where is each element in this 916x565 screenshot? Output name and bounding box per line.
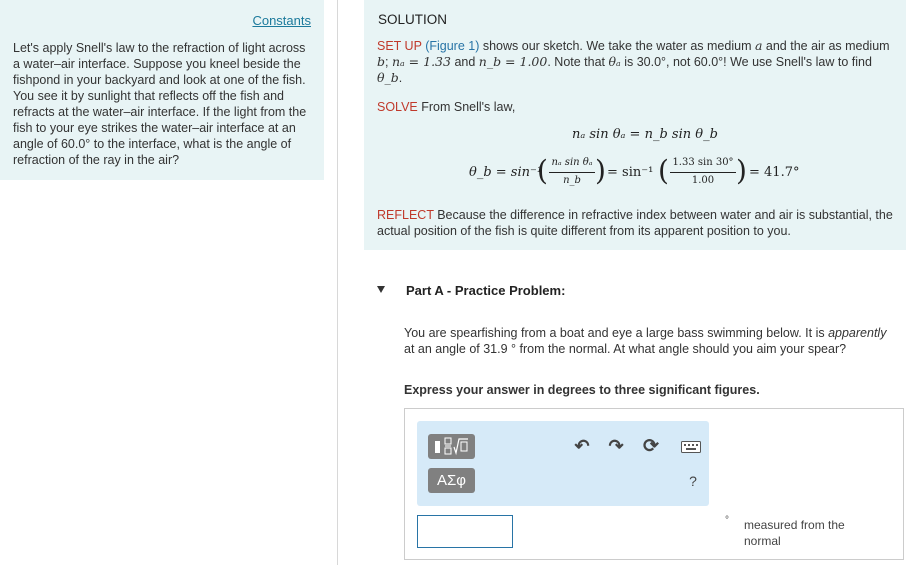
keyboard-shape bbox=[681, 441, 701, 453]
practice-text-italic: apparently bbox=[828, 326, 887, 340]
degree-unit-symbol: ° bbox=[725, 515, 729, 526]
templates-button[interactable] bbox=[428, 434, 475, 459]
constants-link[interactable]: Constants bbox=[252, 13, 311, 28]
problem-panel bbox=[0, 0, 324, 180]
reflect-paragraph bbox=[377, 207, 902, 239]
setup-text: . bbox=[398, 71, 403, 85]
panel-divider bbox=[337, 0, 338, 565]
practice-text: at an angle of 31.9 ° from the normal. At what angle should you aim your spear? bbox=[404, 342, 847, 356]
redo-icon[interactable]: ↷ bbox=[608, 436, 624, 456]
eq2-num1: nₐ sin θₐ bbox=[551, 157, 593, 168]
answer-instruction: Express your answer in degrees to three significant figures. bbox=[404, 383, 760, 397]
theta-b: θ_b bbox=[377, 70, 399, 85]
eq2-den2: 1.00 bbox=[691, 175, 715, 186]
reflect-label: REFLECT bbox=[377, 208, 434, 222]
theta-a: θₐ bbox=[608, 54, 621, 69]
solution-title: SOLUTION bbox=[378, 12, 448, 27]
setup-paragraph bbox=[377, 38, 897, 86]
setup-text: is 30.0°, not 60.0°! We use Snell's law to find bbox=[620, 55, 872, 69]
setup-text: shows our sketch. We take the water as medium bbox=[479, 39, 755, 53]
math-toolbar bbox=[417, 421, 709, 506]
answer-input[interactable] bbox=[417, 515, 513, 548]
eq2-mid: = sin⁻¹ bbox=[607, 165, 654, 180]
paren-right: ) bbox=[736, 154, 747, 187]
solve-label: SOLVE bbox=[377, 100, 418, 114]
part-a-title[interactable]: Part A - Practice Problem: bbox=[406, 283, 566, 298]
snells-law-equation: nₐ sin θₐ = n_b sin θ_b bbox=[572, 127, 718, 142]
setup-text: and the air as medium bbox=[762, 39, 890, 53]
setup-text: ; bbox=[385, 55, 392, 69]
practice-problem-text bbox=[404, 325, 899, 357]
eq2-lhs: θ_b = sin⁻¹ bbox=[469, 165, 543, 180]
reset-icon[interactable]: ⟳ bbox=[643, 436, 659, 457]
undo-icon[interactable]: ↶ bbox=[574, 436, 590, 456]
setup-text: . Note that bbox=[547, 55, 609, 69]
medium-b: b bbox=[377, 54, 386, 69]
setup-label: SET UP bbox=[377, 39, 422, 53]
fraction-bar bbox=[670, 172, 736, 173]
figure-link[interactable]: (Figure 1) bbox=[425, 39, 480, 53]
medium-a: a bbox=[754, 38, 763, 53]
paren-left: ( bbox=[537, 154, 548, 187]
na-value: nₐ = 1.33 bbox=[391, 54, 451, 69]
fraction-bar bbox=[549, 172, 595, 173]
help-icon[interactable]: ? bbox=[689, 473, 697, 489]
reflect-text: Because the difference in refractive index between water and air is substantial, the actual position of the fish is quite different from its apparent position to you. bbox=[377, 208, 893, 238]
problem-statement: Let's apply Snell's law to the refraction of light across a water–air interface. Suppose you kneel beside the fishpond in your backyard and look at one of the fish. You see it by sunlight that reflects off the fish and refracts at the water–air interface. If the light from the fish to your eye strikes the water–air interface at an angle of 60.0° to the interface, what is the angle of refraction of the ray in the air? bbox=[13, 41, 307, 167]
collapse-caret-icon[interactable] bbox=[377, 286, 385, 293]
nb-value: n_b = 1.00 bbox=[478, 54, 548, 69]
solution-box bbox=[364, 0, 906, 250]
eq2-den1: n_b bbox=[563, 175, 581, 186]
setup-text: and bbox=[450, 55, 479, 69]
eq2-num2: 1.33 sin 30° bbox=[672, 157, 734, 168]
paren-right: ) bbox=[595, 154, 606, 187]
answer-container bbox=[404, 408, 904, 560]
keyboard-icon[interactable] bbox=[681, 440, 701, 452]
greek-symbols-button[interactable]: ΑΣφ bbox=[428, 468, 475, 493]
templates-icon bbox=[428, 434, 475, 459]
unit-description: measured from the normal bbox=[744, 518, 845, 548]
paren-left: ( bbox=[658, 154, 669, 187]
practice-text: You are spearfishing from a boat and eye a large bass swimming below. It is bbox=[404, 326, 829, 340]
solve-paragraph bbox=[377, 100, 515, 114]
solve-text: From Snell's law, bbox=[417, 100, 516, 114]
eq2-result: = 41.7° bbox=[749, 165, 800, 180]
